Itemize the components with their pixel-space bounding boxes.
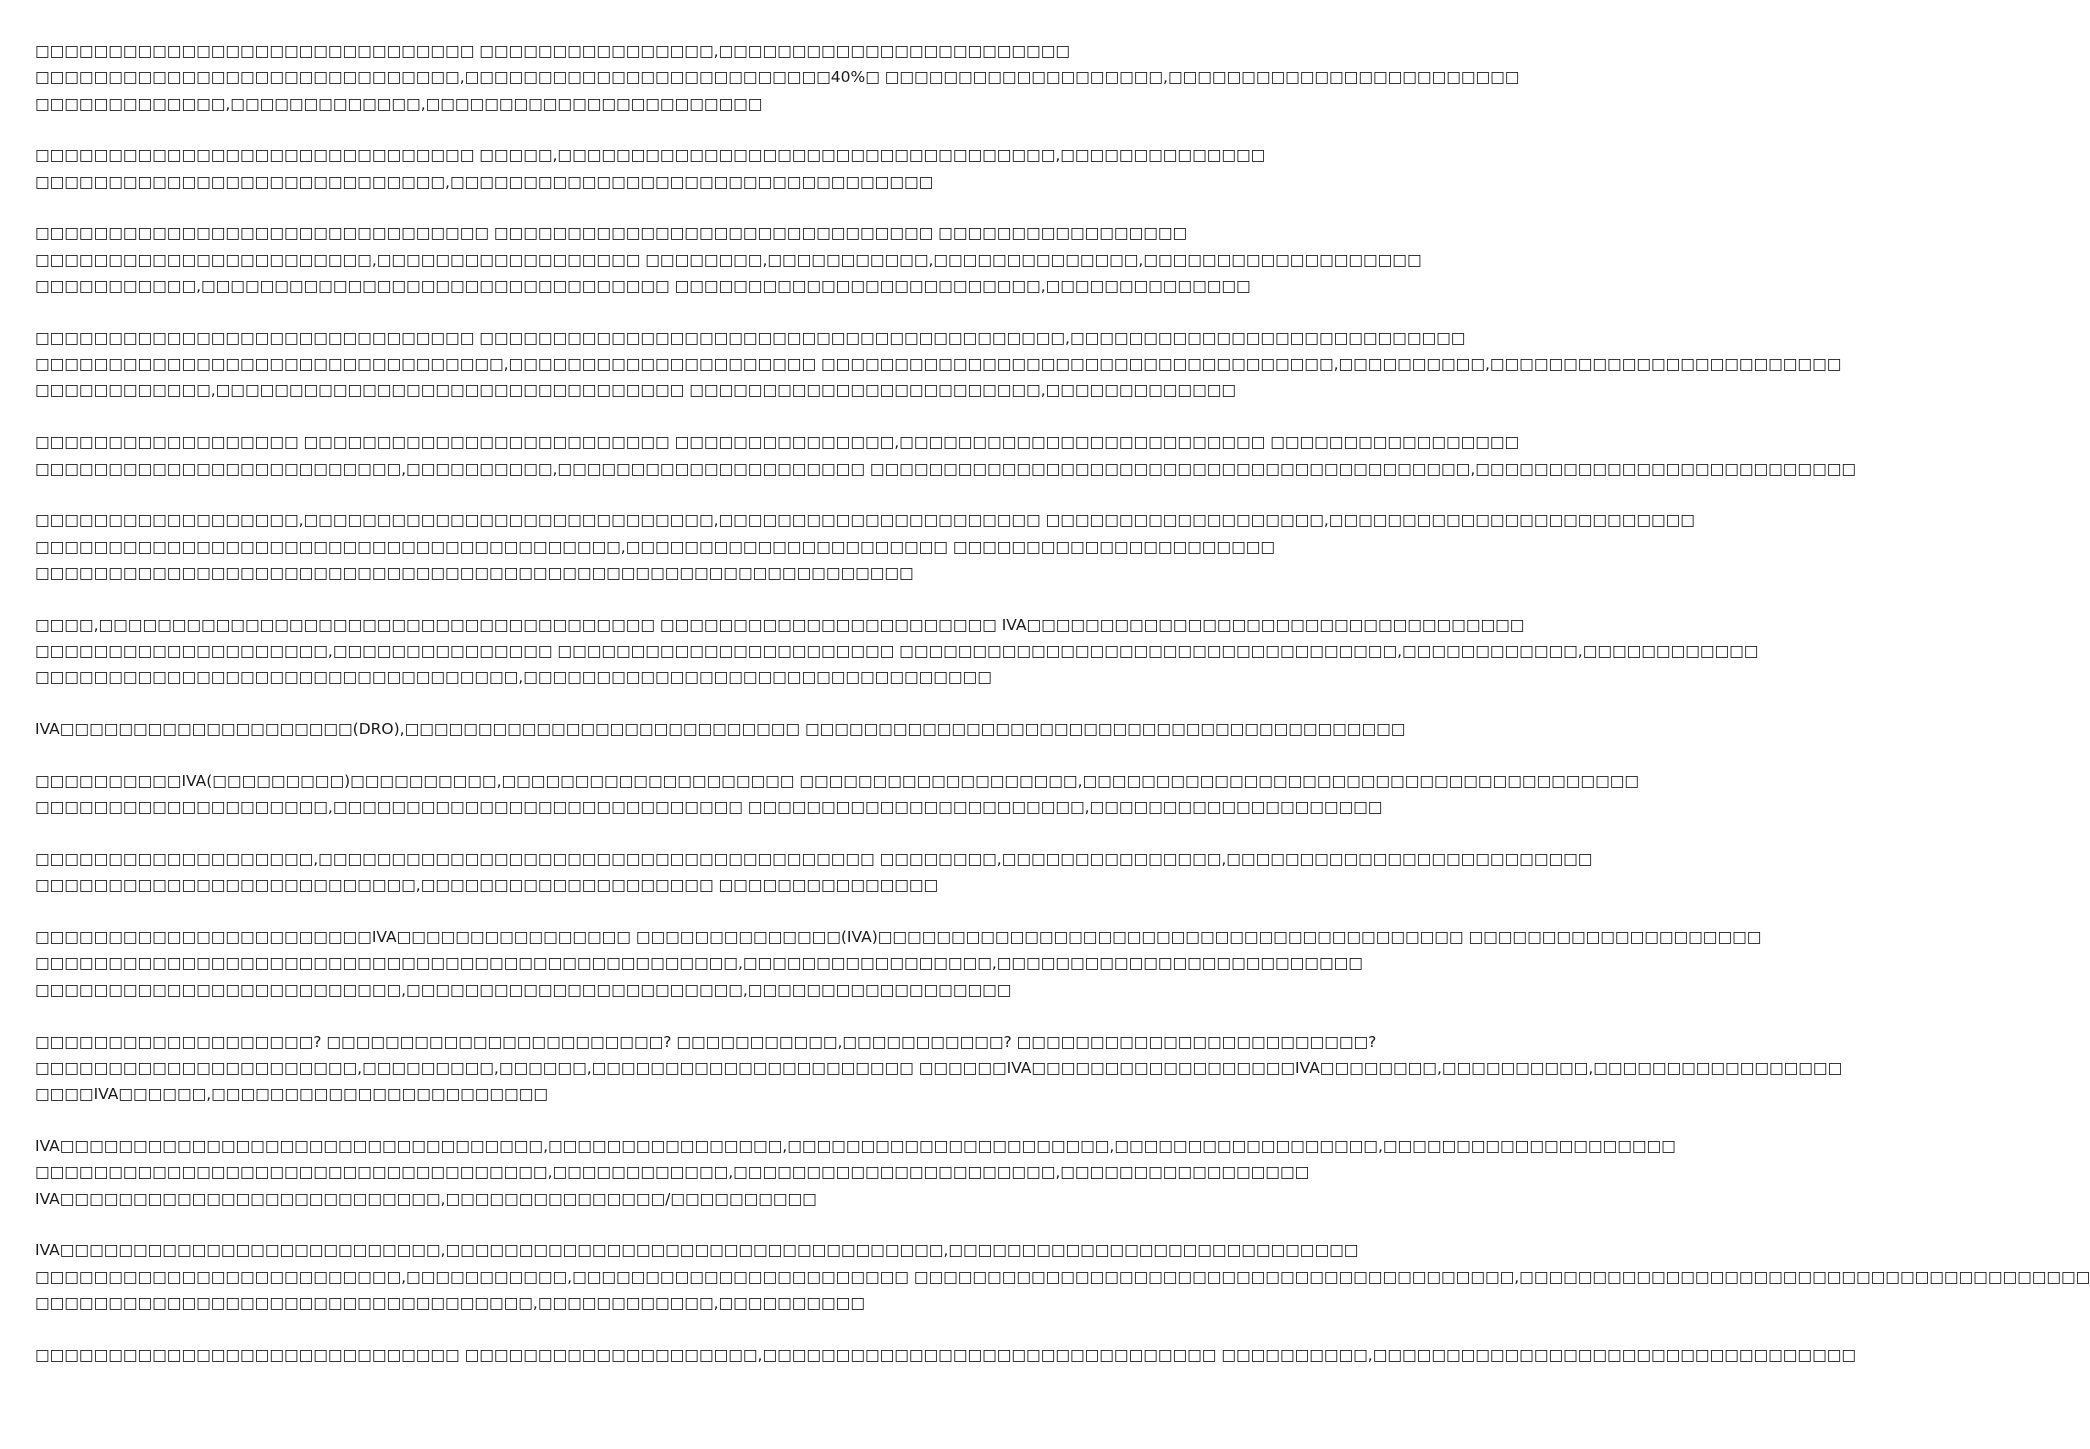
text-line: □□□□□□□□□□□□□□□□□□□□□□□□□□□□□,□□□□□□□□□□□□□□□□□□□□□□□□□40%□ □□□□□□□□□□□□□□□□□□□,□□□□□□□□□□□□□□□□□□□□□□□□: [35, 68, 1520, 87]
paragraph: [35, 846, 1593, 899]
text-line: □□□□□□□□□□□□□□□□□□□□□□□□□□□□□□□□□□□,□□□□□□□□□□□□,□□□□□□□□□□□□□□□□□□□□□□,□□□□□□□□□□□□□□□□□: [35, 1163, 1310, 1182]
text-line: □□□□□□□□□□□□□□□□□□,□□□□□□□□□□□□□□□□□□□□□□□□□□□□,□□□□□□□□□□□□□□□□□□□□□□ □□□□□□□□□□□□□□□□□□□,□□□□□□□□□□□□□□□□□□□□□□□□□: [35, 511, 1695, 530]
text-line: □□□□□□□□□□□□□□□□□□□□□□□□□□,□□□□□□□□□□□□□□□□□□□□ □□□□□□□□□□□□□□□: [35, 876, 939, 895]
text-line: □□□□□□□□□□□□□□□□□□□□□□□□□□□□□□□□□□,□□□□□□□□□□□□,□□□□□□□□□□: [35, 1293, 865, 1312]
text-line: □□□□□□□□□□□□□□□□□□□□□□□□□□□□□□□ □□□□□□□□□□□□□□□□□□□□□□□□□□□□□□ □□□□□□□□□□□□□□□□□: [35, 224, 1188, 243]
text-line: □□□□□□□□□□□□□□□□□□□□□□□□□□□□□□ □□□□□,□□□□□□□□□□□□□□□□□□□□□□□□□□□□□□□□□□,□□□□□□□□□□□□□□: [35, 146, 1266, 165]
text-line: □□□□□□□□□□□□□□□□□□□□□□□□□□□□□□□□□□□□□□□□□□□□□□□□,□□□□□□□□□□□□□□□□□,□□□□□□□□□□□□□□□□□□□□□□□□□: [35, 954, 1363, 973]
text-line: □□□□IVA□□□□□□,□□□□□□□□□□□□□□□□□□□□□□□: [35, 1085, 548, 1104]
text-line: IVA□□□□□□□□□□□□□□□□□□□□□□□□□□□□□□□□□,□□□□□□□□□□□□□□□□,□□□□□□□□□□□□□□□□□□□□□□,□□□□□□□□□□□□□□□□□□,□□□□□□□□□□□□□□□□□□□□: [35, 1136, 1676, 1155]
paragraph: [35, 612, 1759, 691]
text-line: IVA□□□□□□□□□□□□□□□□□□□□□□□□□□,□□□□□□□□□□□□□□□/□□□□□□□□□□: [35, 1189, 817, 1208]
text-line: □□□□□□□□□□□□□□□□□□□□□□□□□□□□□□ □□□□□□□□□□□□□□□□□□□□□□□□□□□□□□□□□□□□□□□□,□□□□□□□□□□□□□□□□□□□□□□□□□□□: [35, 328, 1466, 347]
paragraph: [35, 142, 1266, 195]
text-line: □□□□□□□□□□□□□□□□□□□□□□□□□,□□□□□□□□□□□□□□□□□□□□□□□,□□□□□□□□□□□□□□□□□□: [35, 980, 1012, 999]
text-line: □□□□□□□□□□□□□□□□□□□? □□□□□□□□□□□□□□□□□□□□□□□? □□□□□□□□□□□,□□□□□□□□□□□? □□□□□□□□□□□□□□□□□□□□□□□□?: [35, 1032, 1377, 1051]
text-line: IVA□□□□□□□□□□□□□□□□□□□□□□□□□□,□□□□□□□□□□□□□□□□□□□□□□□□□□□□□□□□□□,□□□□□□□□□□□□□□□□□□□□□□□□□□□□: [35, 1241, 1359, 1260]
text-line: □□□□□□□□□□□□,□□□□□□□□□□□□□□□□□□□□□□□□□□□□□□□□ □□□□□□□□□□□□□□□□□□□□□□□□,□□□□□□□□□□□□□: [35, 381, 1237, 400]
paragraph: [35, 429, 1857, 482]
paragraph: [35, 924, 1762, 1003]
text-line: □□□□□□□□□□□,□□□□□□□□□□□□□□□□□□□□□□□□□□□□□□□□ □□□□□□□□□□□□□□□□□□□□□□□□□,□□□□□□□□□□□□□□: [35, 277, 1251, 296]
text-line: □□□□□□□□□□IVA(□□□□□□□□□)□□□□□□□□□□,□□□□□□□□□□□□□□□□□□□□ □□□□□□□□□□□□□□□□□□□,□□□□□□□□□□□□□□□□□□□□□□□□□□□□□□□□□□□□□□: [35, 771, 1640, 790]
text-line: □□□□□□□□□□□□□□□□□□□□□□□,□□□□□□□□□□□□□□□□□□ □□□□□□□□,□□□□□□□□□□□,□□□□□□□□□□□□□□,□□□□□□□□□□□□□□□□□□□: [35, 250, 1422, 269]
paragraph: [35, 325, 1842, 404]
text-line: □□□□□□□□□□□□□,□□□□□□□□□□□□□,□□□□□□□□□□□□□□□□□□□□□□□: [35, 94, 763, 113]
paragraph: [35, 1342, 1857, 1368]
text-line: IVA□□□□□□□□□□□□□□□□□□□□(DRO),□□□□□□□□□□□□□□□□□□□□□□□□□□□ □□□□□□□□□□□□□□□□□□□□□□□□□□□□□□□□□□□□□□□□□: [35, 720, 1406, 739]
paragraph: [35, 768, 1640, 821]
text-line: □□□□,□□□□□□□□□□□□□□□□□□□□□□□□□□□□□□□□□□□□□□ □□□□□□□□□□□□□□□□□□□□□□□ IVA□□□□□□□□□□□□□□□□□□□□□□□□□□□□□□□□□□: [35, 615, 1525, 634]
text-line: □□□□□□□□□□□□□□□□□□□,□□□□□□□□□□□□□□□□□□□□□□□□□□□□□□□□□□□□□□ □□□□□□□□,□□□□□□□□□□□□□□□,□□□□□□□□□□□□□□□□□□□□□□□□□: [35, 850, 1593, 869]
text-line: □□□□□□□□□□□□□□□□□□□□□□□□□□□□□□□□,□□□□□□□□□□□□□□□□□□□□□ □□□□□□□□□□□□□□□□□□□□□□□□□□□□□□□□□□□,□□□□□□□□□□,□□□□□□□□□□□□□□□□□□□□□□□□: [35, 355, 1842, 374]
paragraph: [35, 220, 1422, 299]
text-line: □□□□□□□□□□□□□□□□□□□□□□□□□□□□□□ □□□□□□□□□□□□□□□□,□□□□□□□□□□□□□□□□□□□□□□□□: [35, 42, 1070, 60]
text-line: □□□□□□□□□□□□□□□□□□□□□□□□□□□□□□□□□□□□□□□□,□□□□□□□□□□□□□□□□□□□□□□ □□□□□□□□□□□□□□□□□□□□□□: [35, 537, 1276, 556]
text-line: □□□□□□□□□□□□□□□□□□□□□□,□□□□□□□□□,□□□□□□,□□□□□□□□□□□□□□□□□□□□□□ □□□□□□IVA□□□□□□□□□□□□□□□□□□IVA□□□□□□□□,□□□□□□□□□□,□□□□□□□□□□□□□□□□□: [35, 1058, 1843, 1077]
text-line: □□□□□□□□□□□□□□□□□□□□□□□□□,□□□□□□□□□□,□□□□□□□□□□□□□□□□□□□□□ □□□□□□□□□□□□□□□□□□□□□□□□□□□□□□□□□□□□□□□□□,□□□□□□□□□□□□□□□□□□□□□□□□□□: [35, 459, 1857, 478]
paragraph: [35, 507, 1695, 586]
text-line: □□□□□□□□□□□□□□□□□□□□,□□□□□□□□□□□□□□□ □□□□□□□□□□□□□□□□□□□□□□□ □□□□□□□□□□□□□□□□□□□□□□□□□□□□□□□□□□,□□□□□□□□□□□□,□□□□□□□□□□□□: [35, 642, 1759, 661]
paragraph: [35, 716, 1406, 742]
text-line: □□□□□□□□□□□□□□□□□□□□□□□IVA□□□□□□□□□□□□□□□□ □□□□□□□□□□□□□□(IVA)□□□□□□□□□□□□□□□□□□□□□□□□□□□□□□□□□□□□□□□□ □□□□□□□□□□□□□□□□□□□□: [35, 928, 1762, 947]
text-line: □□□□□□□□□□□□□□□□□□□□□□□□□□□□,□□□□□□□□□□□□□□□□□□□□□□□□□□□□□□□□□: [35, 172, 934, 191]
text-line: □□□□□□□□□□□□□□□□□□ □□□□□□□□□□□□□□□□□□□□□□□□□ □□□□□□□□□□□□□□□,□□□□□□□□□□□□□□□□□□□□□□□□□ □□□□□□□□□□□□□□□□□: [35, 433, 1520, 452]
text-line: □□□□□□□□□□□□□□□□□□□□□□□□□□□□□ □□□□□□□□□□□□□□□□□□□□,□□□□□□□□□□□□□□□□□□□□□□□□□□□□□□□ □□□□□□□□□□,□□□□□□□□□□□□□□□□□□□□□□□□□□□□□□□□□: [35, 1345, 1857, 1364]
paragraph: [35, 1029, 1843, 1108]
text-line: □□□□□□□□□□□□□□□□□□□□□□□□□□□□□□□□□□□□□□□□□□□□□□□□□□□□□□□□□□□□: [35, 563, 914, 582]
paragraph: [35, 38, 1520, 117]
paragraph: [35, 1133, 1676, 1212]
text-line: □□□□□□□□□□□□□□□□□□□□,□□□□□□□□□□□□□□□□□□□□□□□□□□□□ □□□□□□□□□□□□□□□□□□□□□□□,□□□□□□□□□□□□□□□□□□□□: [35, 798, 1383, 817]
text-line: □□□□□□□□□□□□□□□□□□□□□□□□□,□□□□□□□□□□□,□□□□□□□□□□□□□□□□□□□□□□□ □□□□□□□□□□□□□□□□□□□□□□□□□□□□□□□□□□□□□□□□□,□□□□□□□□□□□□□□□□□□□□□□□□□□□□□□□□□□□□□□□: [35, 1267, 2090, 1286]
text-line: □□□□□□□□□□□□□□□□□□□□□□□□□□□□□□□□□,□□□□□□□□□□□□□□□□□□□□□□□□□□□□□□□□: [35, 668, 992, 687]
document-body: [35, 38, 2090, 1393]
paragraph: [35, 1237, 2090, 1316]
